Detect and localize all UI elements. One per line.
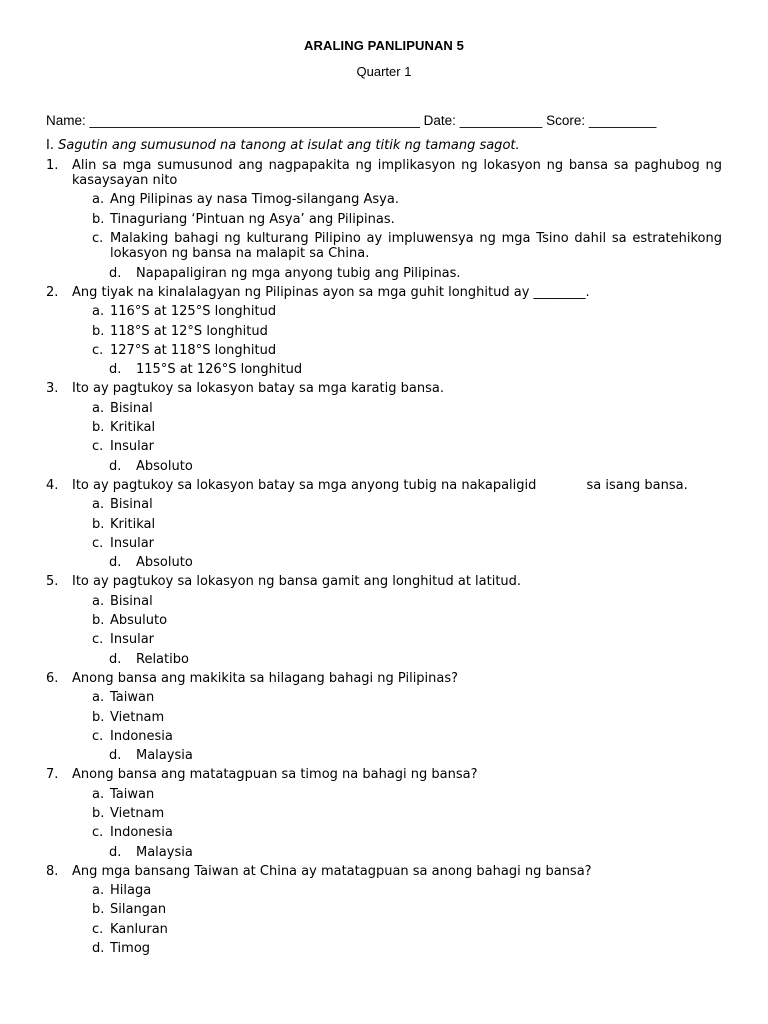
option-text: Ang Pilipinas ay nasa Timog-silangang Asya. [110, 192, 399, 208]
option-letter: a. [92, 497, 105, 513]
option-3a [46, 401, 722, 417]
question-text: Ito ay pagtukoy sa lokasyon ng bansa gamit ang longhitud at latitud. [72, 574, 522, 590]
option-8c [46, 922, 722, 938]
question-text [72, 478, 722, 494]
option-5b [46, 613, 722, 629]
option-text: Bisinal [110, 400, 153, 416]
question-4 [46, 478, 722, 494]
option-text: Vietnam [110, 806, 165, 821]
option-text: 118°S at 12°S longhitud [110, 323, 268, 339]
question-text: Ito ay pagtukoy sa lokasyon batay sa mga karatig bansa. [72, 381, 444, 397]
page-title: ARALING PANLIPUNAN 5 [304, 38, 464, 53]
option-letter: a. [92, 593, 105, 609]
option-letter: b. [92, 806, 105, 821]
option-text: Kritikal [110, 516, 156, 532]
option-letter: b. [92, 613, 105, 629]
question-text-part1: Ito ay pagtukoy sa lokasyon batay sa mga anyong tubig na nakapaligid [72, 477, 537, 493]
option-text: Hilaga [110, 883, 152, 899]
option-7b [46, 806, 722, 822]
question-number: 2. [46, 284, 59, 300]
option-letter: c. [92, 439, 104, 455]
option-4a [46, 497, 722, 513]
question-text: Alin sa mga sumusunod ang nagpapakita ng implikasyon ng lokasyon ng bansa sa paghubog ng kasaysayan nito [72, 157, 722, 188]
option-text: Absoluto [136, 458, 193, 474]
option-2d [46, 362, 722, 378]
option-letter: a. [92, 883, 105, 899]
question-number: 1. [46, 157, 59, 173]
option-text: Absuluto [110, 613, 168, 629]
question-number: 3. [46, 381, 59, 397]
name-blank[interactable]: ____________________________________________ [89, 113, 420, 128]
date-label: Date: [423, 113, 456, 128]
option-letter: d. [109, 265, 122, 281]
option-text: Absoluto [136, 555, 193, 571]
option-text: Vietnam [110, 709, 165, 725]
option-letter: b. [92, 420, 105, 436]
question-6 [46, 671, 722, 687]
option-letter: a. [92, 690, 105, 706]
option-letter: d. [92, 941, 105, 957]
option-1a [46, 192, 722, 208]
option-letter: d. [109, 362, 122, 378]
option-3c [46, 439, 722, 455]
option-letter: b. [92, 516, 105, 532]
question-text: Ang mga bansang Taiwan at China ay matatagpuan sa anong bahagi ng bansa? [72, 863, 592, 879]
option-letter: c. [92, 632, 104, 648]
option-text: Silangan [110, 902, 167, 918]
instruction-text: Sagutin ang sumusunod na tanong at isulat ang titik ng tamang sagot. [58, 138, 520, 153]
option-text: Bisinal [110, 497, 153, 513]
option-2b [46, 324, 722, 340]
option-letter: d. [109, 555, 122, 571]
question-number: 6. [46, 670, 59, 686]
option-text: Malaysia [136, 844, 193, 860]
option-text: Kanluran [110, 921, 168, 937]
option-4d [46, 555, 722, 571]
option-text: 127°S at 118°S longhitud [110, 342, 277, 358]
question-number: 7. [46, 767, 59, 783]
option-letter: b. [92, 902, 105, 918]
option-text: 115°S at 126°S longhitud [136, 362, 303, 378]
option-letter: a. [92, 400, 105, 416]
option-5c [46, 632, 722, 648]
option-5a [46, 594, 722, 610]
question-text: Ang tiyak na kinalalagyan ng Pilipinas ayon sa mga guhit longhitud ay ________. [72, 284, 590, 300]
option-1d [46, 266, 722, 282]
option-letter: c. [92, 825, 104, 841]
question-text: Anong bansa ang matatagpuan sa timog na bahagi ng bansa? [72, 767, 478, 783]
question-2 [46, 285, 722, 301]
question-8 [46, 864, 722, 880]
option-8a [46, 883, 722, 899]
option-4c [46, 536, 722, 552]
option-text: Napapaligiran ng mga anyong tubig ang Pilipinas. [136, 265, 461, 281]
option-letter: b. [92, 323, 105, 339]
question-5 [46, 574, 722, 590]
name-label: Name: [46, 113, 86, 128]
option-letter: c. [92, 728, 104, 744]
questions-section [46, 138, 722, 960]
option-letter: d. [109, 748, 122, 764]
score-blank[interactable]: _________ [588, 113, 657, 128]
option-text: Timog [110, 941, 151, 957]
option-text: Bisinal [110, 593, 153, 609]
option-text: 116°S at 125°S longhitud [110, 304, 277, 320]
option-6c [46, 729, 722, 745]
option-text: Malaking bahagi ng kulturang Pilipino ay impluwensya ng mga Tsino dahil sa estratehikong lokasyon ng bansa na malapit sa China. [110, 230, 722, 262]
instruction [46, 138, 722, 154]
question-1 [46, 158, 722, 189]
option-letter: d. [109, 844, 122, 860]
option-2c [46, 343, 722, 359]
option-1b [46, 212, 722, 228]
question-3 [46, 381, 722, 397]
option-letter: a. [92, 786, 105, 802]
option-7a [46, 787, 722, 803]
instruction-number: I. [46, 138, 54, 153]
question-text-part2: sa isang bansa. [586, 477, 688, 493]
option-6a [46, 690, 722, 706]
option-7c [46, 825, 722, 841]
option-letter: c. [92, 535, 104, 551]
option-letter: d. [109, 458, 122, 474]
option-8d [46, 941, 722, 957]
option-letter: d. [109, 651, 122, 667]
option-text: Relatibo [136, 651, 189, 667]
option-1c [46, 231, 722, 262]
score-label: Score: [546, 113, 586, 128]
option-2a [46, 304, 722, 320]
question-7 [46, 767, 722, 783]
option-8b [46, 902, 722, 918]
question-text: Anong bansa ang makikita sa hilagang bahagi ng Pilipinas? [72, 670, 459, 686]
option-text: Insular [110, 632, 155, 648]
student-info-line [46, 113, 656, 128]
date-blank[interactable]: ___________ [459, 113, 543, 128]
option-7d [46, 845, 722, 861]
option-4b [46, 517, 722, 533]
quarter-label: Quarter 1 [356, 64, 412, 79]
option-6b [46, 710, 722, 726]
option-letter: c. [92, 342, 104, 358]
option-text: Malaysia [136, 748, 193, 764]
option-letter: b. [92, 709, 105, 725]
option-letter: a. [92, 192, 105, 208]
option-6d [46, 748, 722, 764]
question-number: 8. [46, 863, 59, 879]
option-letter: c. [92, 921, 104, 937]
option-3b [46, 420, 722, 436]
option-text: Taiwan [110, 786, 155, 802]
option-letter: c. [92, 230, 104, 246]
option-5d [46, 652, 722, 668]
option-text: Indonesia [110, 825, 173, 841]
option-text: Kritikal [110, 420, 156, 436]
option-text: Insular [110, 535, 155, 551]
option-letter: b. [92, 211, 105, 227]
option-text: Tinaguriang ‘Pintuan ng Asya’ ang Pilipinas. [110, 211, 395, 227]
option-text: Indonesia [110, 728, 173, 744]
question-number: 5. [46, 574, 59, 590]
option-text: Taiwan [110, 690, 155, 706]
option-text: Insular [110, 439, 155, 455]
question-number: 4. [46, 477, 59, 493]
option-letter: a. [92, 304, 105, 320]
option-3d [46, 459, 722, 475]
